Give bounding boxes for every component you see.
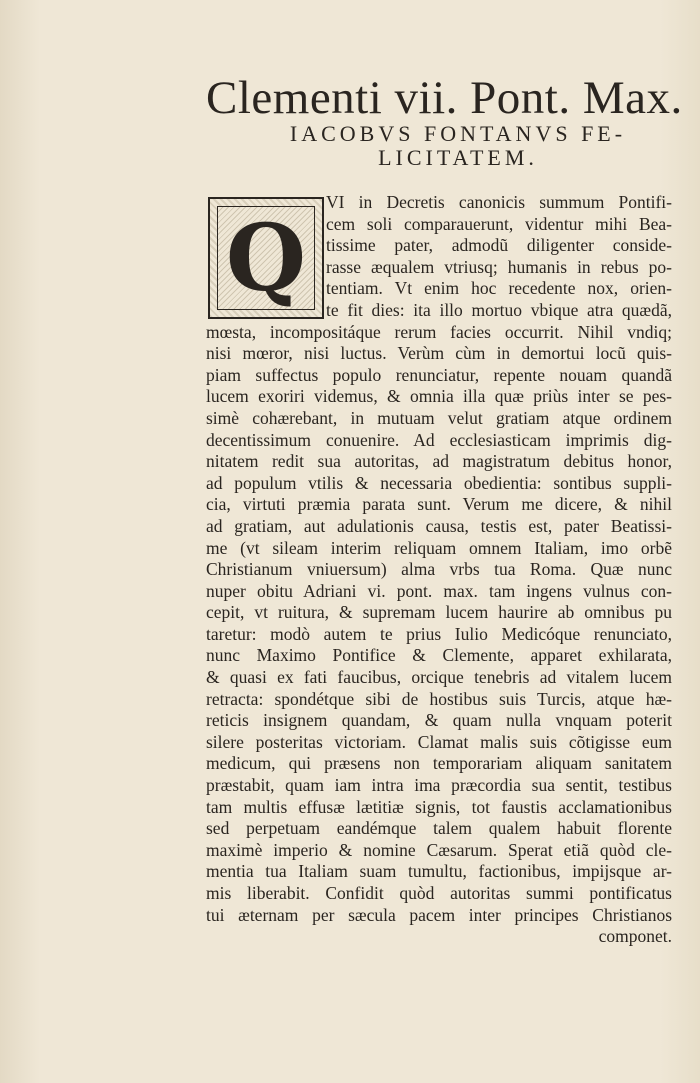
body-line-1: VI in Decretis canonicis summum Pontifi- [326,192,672,212]
body-line-5: tentiam. Vt enim hoc recedente nox, orien- [326,278,672,299]
body-line-13: nitatem redit sua autoritas, ad magistratum debitus honor, [206,451,672,472]
body-line-12: decentissimum conuenire. Ad ecclesiasticam imprimis dig- [206,429,672,450]
body-line-9: piam suffectus populo renunciatur, repente nouam quandã [206,364,672,385]
dedication-heading [248,122,668,170]
body-line-2: cem soli comparauerunt, videntur mihi Bea- [326,213,672,234]
body-line-21: taretur: modò autem te prius Iulio Medicóque renunciato, [206,623,672,644]
body-line-30: sed perpetuam eandémque talem qualem habuit florente [206,818,672,839]
body-line-31: maximè imperio & nomine Cæsarum. Sperat etiã quòd cle- [206,839,672,860]
dedication-heading-line-1: IACOBVS FONTANVS FE- [289,121,627,146]
body-line-19: nuper obitu Adriani vi. pont. max. tam ingens vulnus con- [206,580,672,601]
body-line-14: ad populum vtilis & necessaria obedientia: sontibus suppli- [206,472,672,493]
body-line-15: cia, virtuti præmia parata sunt. Verum me dicere, & nihil [206,494,672,515]
body-line-32: mentia tua Italiam suam tumultu, factionibus, impijsque ar- [206,861,672,882]
page-title: Clementi vii. Pont. Max. [206,72,683,124]
body-line-25: reticis insignem quandam, & quam nulla vnquam poterit [206,710,672,731]
body-line-11: simè cohærebant, in mutuam velut gratiam atque ordinem [206,407,672,428]
body-line-16: ad gratiam, aut adulationis causa, testis est, pater Beatissi- [206,515,672,536]
body-line-29: tam multis effusæ lætitiæ signis, tot faustis acclamationibus [206,796,672,817]
body-line-10: lucem exoriri videmus, & omnia illa quæ priùs inter se pes- [206,386,672,407]
body-line-35: componet. [598,926,672,947]
body-line-26: silere posteritas victoriam. Clamat malis suis cõtigisse eum [206,731,672,752]
body-line-28: præstabit, quam iam intra ima præcordia sua sentit, testibus [206,775,672,796]
body-line-17: me (vt sileam interim reliquam omnem Italiam, imo orbẽ [206,537,672,558]
body-line-24: retracta: spondétque sibi de hostibus suis Turcis, atque hæ- [206,688,672,709]
body-line-3: tissime pater, admodũ diligenter conside- [326,235,672,256]
body-line-27: medicum, qui præsens non temporariam aliquam sanitatem [206,753,672,774]
body-line-23: & quasi ex fati faucibus, orcique tenebris ad vitalem lucem [206,667,672,688]
dedication-heading-line-2: LICITATEM. [378,145,538,170]
body-line-22: nunc Maximo Pontifice & Clemente, apparet exhilarata, [206,645,672,666]
body-line-8: nisi mœror, nisi luctus. Verùm cùm in demortui locũ quis- [206,343,672,364]
body-line-6: te fit dies: ita illo mortuo vbique atra quædã, [326,299,672,320]
body-line-33: mis liberabit. Confidit quòd autoritas summi pontificatus [206,883,672,903]
body-line-7: mœsta, incompositáque rerum facies occurrit. Nihil vndiq; [206,321,672,342]
decorated-initial-letter: Q [225,204,307,312]
body-text [206,192,672,948]
body-line-4: rasse æqualem vtriusq; humanis in rebus po- [326,256,672,277]
body-line-34: tui æternam per sæcula pacem inter principes Christianos [206,904,672,925]
body-line-18: Christianum vniuersum) alma vrbs tua Roma. Quæ nunc [206,559,672,580]
body-line-20: cepit, vt ruitura, & supremam lucem haurire ab omnibus pu [206,602,672,623]
